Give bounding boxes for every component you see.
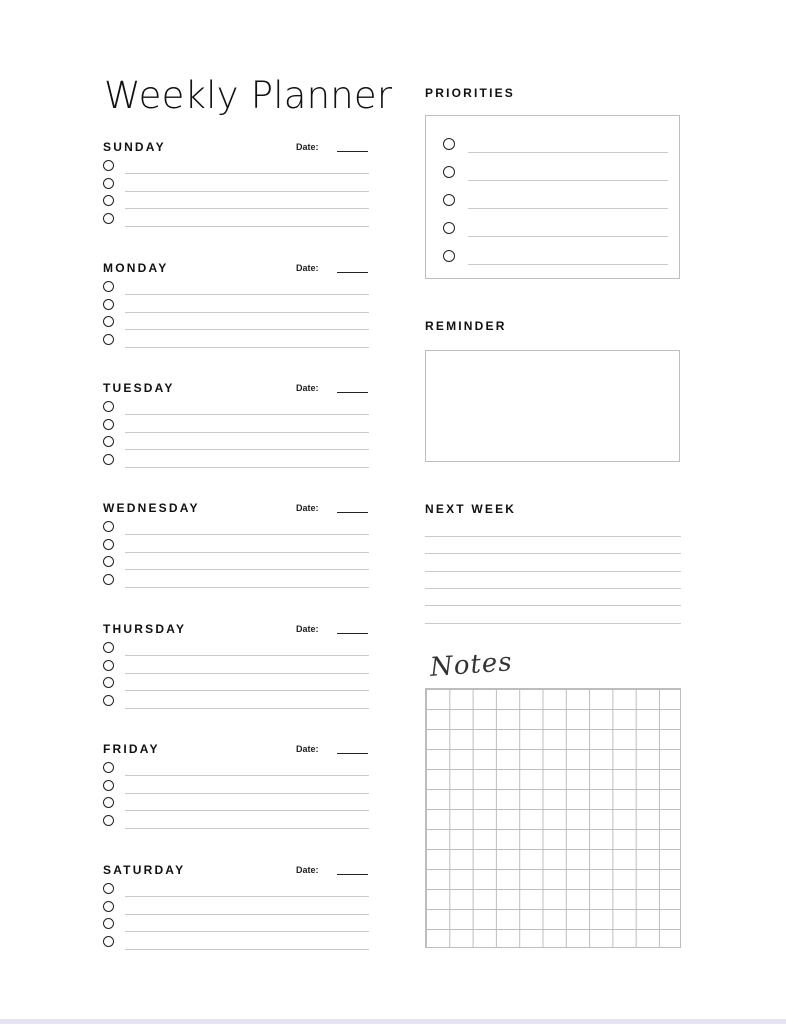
day-section-sunday — [103, 140, 369, 255]
date-field[interactable] — [337, 392, 368, 393]
date-field[interactable] — [337, 272, 368, 273]
day-name: SUNDAY — [103, 140, 166, 154]
task-checkbox[interactable] — [103, 454, 114, 465]
task-row — [103, 660, 369, 674]
task-row — [103, 299, 369, 313]
priority-item — [443, 138, 668, 152]
day-section-tuesday — [103, 381, 369, 496]
next-week-line[interactable] — [425, 623, 681, 624]
task-line[interactable] — [125, 432, 369, 433]
day-name: TUESDAY — [103, 381, 175, 395]
task-row — [103, 160, 369, 174]
task-line[interactable] — [125, 467, 369, 468]
task-checkbox[interactable] — [103, 815, 114, 826]
priority-line[interactable] — [468, 264, 668, 265]
task-checkbox[interactable] — [103, 521, 114, 532]
task-checkbox[interactable] — [103, 780, 114, 791]
task-checkbox[interactable] — [103, 797, 114, 808]
priorities-label: PRIORITIES — [425, 86, 516, 100]
task-row — [103, 815, 369, 829]
task-row — [103, 642, 369, 656]
task-row — [103, 316, 369, 330]
task-line[interactable] — [125, 569, 369, 570]
task-checkbox[interactable] — [103, 316, 114, 327]
date-label: Date: — [296, 383, 319, 393]
day-name: THURSDAY — [103, 622, 187, 636]
task-checkbox[interactable] — [103, 334, 114, 345]
priority-checkbox[interactable] — [443, 194, 455, 206]
next-week-line[interactable] — [425, 605, 681, 606]
priority-checkbox[interactable] — [443, 250, 455, 262]
task-checkbox[interactable] — [103, 195, 114, 206]
next-week-line[interactable] — [425, 571, 681, 572]
notes-title: Notes — [429, 647, 514, 683]
priorities-box — [425, 115, 680, 279]
task-line[interactable] — [125, 931, 369, 932]
task-row — [103, 521, 369, 535]
task-row — [103, 436, 369, 450]
task-row — [103, 797, 369, 811]
priority-item — [443, 194, 668, 208]
task-line[interactable] — [125, 347, 369, 348]
task-line[interactable] — [125, 673, 369, 674]
next-week-label: NEXT WEEK — [425, 502, 517, 516]
task-checkbox[interactable] — [103, 213, 114, 224]
task-checkbox[interactable] — [103, 436, 114, 447]
date-label: Date: — [296, 142, 319, 152]
task-line[interactable] — [125, 329, 369, 330]
task-checkbox[interactable] — [103, 677, 114, 688]
bottom-strip — [0, 1019, 786, 1024]
task-checkbox[interactable] — [103, 574, 114, 585]
task-row — [103, 454, 369, 468]
task-checkbox[interactable] — [103, 539, 114, 550]
task-checkbox[interactable] — [103, 401, 114, 412]
task-line[interactable] — [125, 587, 369, 588]
task-row — [103, 574, 369, 588]
priority-checkbox[interactable] — [443, 166, 455, 178]
task-line[interactable] — [125, 191, 369, 192]
task-checkbox[interactable] — [103, 762, 114, 773]
task-checkbox[interactable] — [103, 178, 114, 189]
task-checkbox[interactable] — [103, 419, 114, 430]
task-row — [103, 178, 369, 192]
next-week-line[interactable] — [425, 588, 681, 589]
task-line[interactable] — [125, 294, 369, 295]
date-field[interactable] — [337, 753, 368, 754]
reminder-label: REMINDER — [425, 319, 507, 333]
day-section-friday — [103, 742, 369, 857]
task-line[interactable] — [125, 690, 369, 691]
task-checkbox[interactable] — [103, 695, 114, 706]
task-checkbox[interactable] — [103, 660, 114, 671]
task-row — [103, 883, 369, 897]
priority-item — [443, 250, 668, 264]
task-line[interactable] — [125, 226, 369, 227]
task-row — [103, 901, 369, 915]
priority-line[interactable] — [468, 236, 668, 237]
task-row — [103, 556, 369, 570]
priority-item — [443, 222, 668, 236]
notes-grid[interactable] — [425, 688, 681, 948]
date-field[interactable] — [337, 874, 368, 875]
task-checkbox[interactable] — [103, 918, 114, 929]
date-label: Date: — [296, 865, 319, 875]
day-section-saturday — [103, 863, 369, 978]
task-line[interactable] — [125, 173, 369, 174]
task-row — [103, 780, 369, 794]
task-line[interactable] — [125, 949, 369, 950]
day-name: FRIDAY — [103, 742, 160, 756]
task-line[interactable] — [125, 810, 369, 811]
reminder-box[interactable] — [425, 350, 680, 462]
task-row — [103, 213, 369, 227]
day-section-wednesday — [103, 501, 369, 616]
task-line[interactable] — [125, 534, 369, 535]
task-line[interactable] — [125, 552, 369, 553]
task-line[interactable] — [125, 414, 369, 415]
task-checkbox[interactable] — [103, 901, 114, 912]
next-week-line[interactable] — [425, 536, 681, 537]
task-line[interactable] — [125, 312, 369, 313]
task-row — [103, 918, 369, 932]
priority-checkbox[interactable] — [443, 222, 455, 234]
priority-line[interactable] — [468, 152, 668, 153]
task-line[interactable] — [125, 449, 369, 450]
next-week-line[interactable] — [425, 553, 681, 554]
task-row — [103, 695, 369, 709]
date-label: Date: — [296, 503, 319, 513]
task-row — [103, 762, 369, 776]
day-name: WEDNESDAY — [103, 501, 200, 515]
priority-checkbox[interactable] — [443, 138, 455, 150]
task-row — [103, 677, 369, 691]
day-section-thursday — [103, 622, 369, 737]
date-field[interactable] — [337, 512, 368, 513]
task-row — [103, 281, 369, 295]
date-label: Date: — [296, 744, 319, 754]
task-line[interactable] — [125, 914, 369, 915]
task-line[interactable] — [125, 655, 369, 656]
date-field[interactable] — [337, 633, 368, 634]
task-checkbox[interactable] — [103, 556, 114, 567]
task-row — [103, 195, 369, 209]
task-checkbox[interactable] — [103, 642, 114, 653]
task-checkbox[interactable] — [103, 883, 114, 894]
task-line[interactable] — [125, 896, 369, 897]
date-label: Date: — [296, 624, 319, 634]
task-line[interactable] — [125, 793, 369, 794]
priority-item — [443, 166, 668, 180]
day-name: MONDAY — [103, 261, 169, 275]
priority-line[interactable] — [468, 208, 668, 209]
day-section-monday — [103, 261, 369, 376]
task-checkbox[interactable] — [103, 281, 114, 292]
task-checkbox[interactable] — [103, 299, 114, 310]
page-title: Weekly Planner — [104, 74, 393, 117]
task-row — [103, 401, 369, 415]
priority-line[interactable] — [468, 180, 668, 181]
task-row — [103, 539, 369, 553]
task-line[interactable] — [125, 775, 369, 776]
task-row — [103, 419, 369, 433]
task-row — [103, 334, 369, 348]
day-name: SATURDAY — [103, 863, 186, 877]
date-field[interactable] — [337, 151, 368, 152]
date-label: Date: — [296, 263, 319, 273]
task-row — [103, 936, 369, 950]
task-line[interactable] — [125, 708, 369, 709]
task-checkbox[interactable] — [103, 936, 114, 947]
task-checkbox[interactable] — [103, 160, 114, 171]
task-line[interactable] — [125, 828, 369, 829]
task-line[interactable] — [125, 208, 369, 209]
